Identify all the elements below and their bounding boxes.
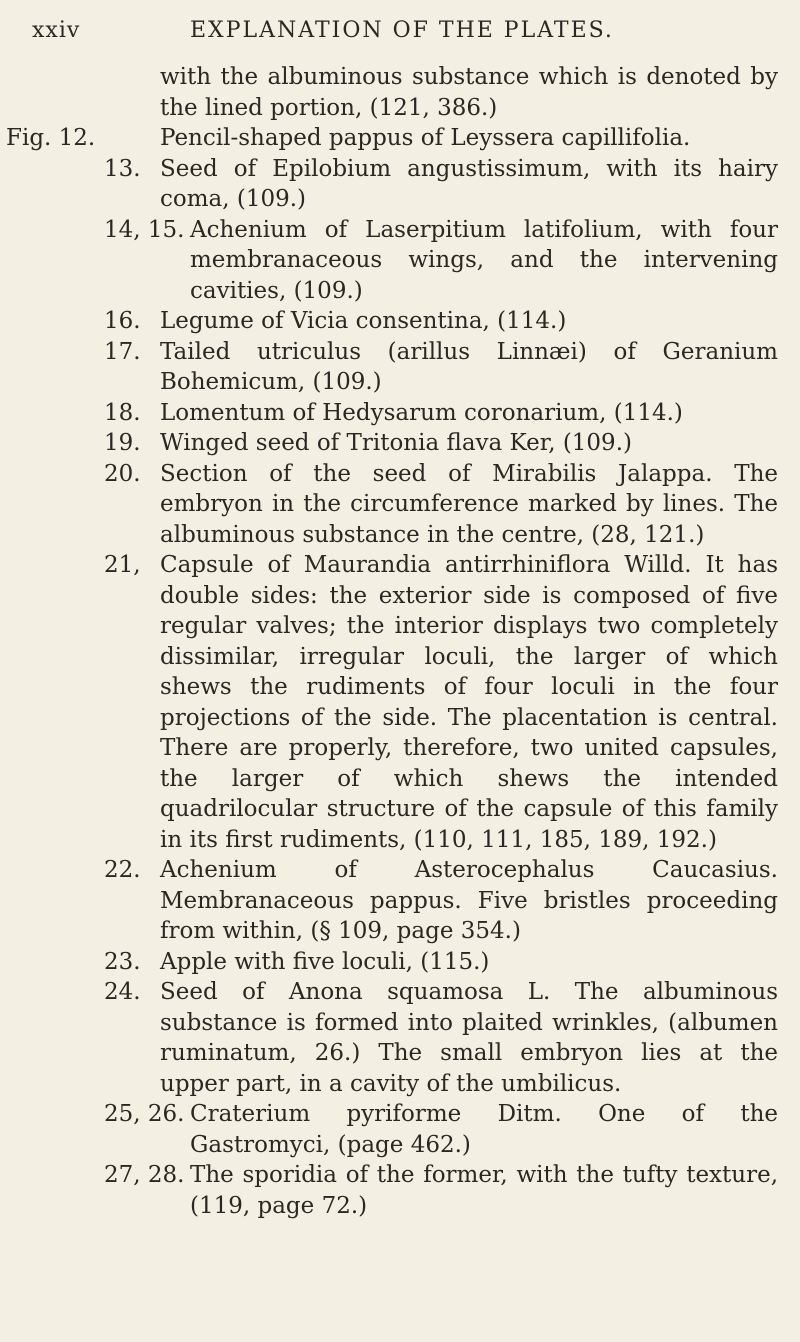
figure-number: 27, 28. [104,1162,185,1188]
entry-fig-19 [0,428,800,459]
figure-number: 21, [104,552,141,578]
figure-number: 24. [104,979,141,1005]
entry-fig-13 [0,154,800,215]
entry-text: Winged seed of Tritonia flava Ker, (109.) [160,430,632,456]
entry-text: Legume of Vicia consentina, (114.) [160,308,567,334]
entry-text: Achenium of Laserpitium latifolium, with four membranaceous wings, and the intervening cavities, (109.) [190,216,778,304]
figure-number: 13. [104,155,141,182]
plate-explanation-list [0,62,800,1221]
figure-number: 19. [104,430,141,456]
page-header [32,18,772,44]
entry-fig-22 [0,855,800,947]
entry-text: Apple with five loculi, (115.) [160,948,490,975]
figure-number: 20. [104,460,141,487]
figure-number: 16. [104,308,141,334]
entry-fig-14-15 [0,215,800,307]
figure-number: 18. [104,399,141,426]
entry-text: Craterium pyriforme Ditm. One of the Gastromyci, (page 462.) [190,1101,778,1158]
entry-text: Pencil-shaped pappus of Leyssera capillifolia. [160,125,691,151]
entry-fig-12 [0,123,800,154]
figure-number: 17. [104,338,141,365]
entry-fig-21 [0,550,800,855]
entry-continuation [0,62,800,123]
entry-text: Achenium of Asterocephalus Caucasius. Membranaceous pappus. Five bristles proceeding from within, (§ 109, page 354.) [160,857,778,944]
entry-fig-23 [0,947,800,978]
figure-number: 23. [104,948,141,975]
entry-text: with the albuminous substance which is denoted by the lined portion, (121, 386.) [160,64,778,121]
entry-fig-18 [0,398,800,429]
entry-fig-27-28 [0,1160,800,1221]
entry-fig-25-26 [0,1099,800,1160]
entry-text: Lomentum of Hedysarum coronarium, (114.) [160,399,683,426]
entry-fig-20 [0,459,800,551]
entry-text: Capsule of Maurandia antirrhiniflora Willd. It has double sides: the exterior side is composed of five regular valves; the interior displays two completely dissimilar, irregular loculi, the larger of which shews the rudiments of four loculi in the four projections of the side. The placentation is central. There are properly, therefore, two united capsules, the larger of which shews the intended quadrilocular structure of the capsule of this family in its first rudiments, (110, 111, 185, 189, 192.) [160,552,778,853]
running-title: EXPLANATION OF THE PLATES. [190,18,614,43]
entry-text: The sporidia of the former, with the tufty texture, (119, page 72.) [190,1162,778,1219]
entry-text: Tailed utriculus (arillus Linnæi) of Geranium Bohemicum, (109.) [160,338,778,395]
figure-number: 25, 26. [104,1101,185,1127]
entry-fig-17 [0,337,800,398]
entry-text: Seed of Anona squamosa L. The albuminous substance is formed into plaited wrinkles, (albumen ruminatum, 26.) The small embryon lies at the upper part, in a cavity of the umbilicus. [160,979,778,1097]
figure-number: 22. [104,857,141,883]
entry-text: Seed of Epilobium angustissimum, with its hairy coma, (109.) [160,155,778,212]
figure-number: Fig. 12. [6,125,96,151]
entry-text: Section of the seed of Mirabilis Jalappa. The embryon in the circumference marked by lines. The albuminous substance in the centre, (28, 121.) [160,460,778,548]
page-number: xxiv [32,18,81,43]
figure-number: 14, 15. [104,216,185,243]
entry-fig-16 [0,306,800,337]
entry-fig-24 [0,977,800,1099]
